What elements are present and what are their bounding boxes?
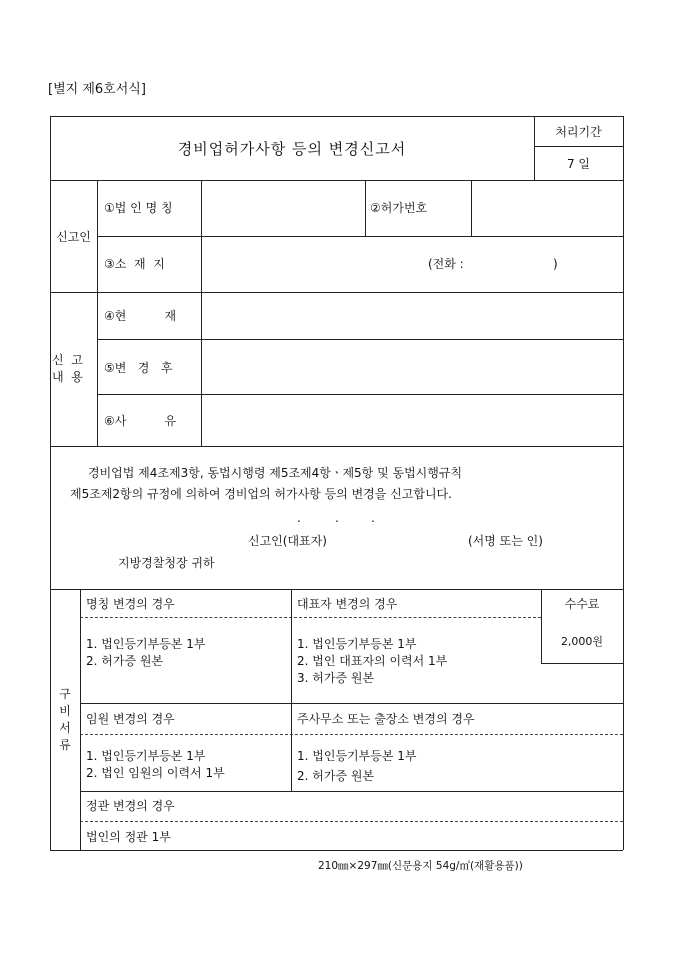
form-title: 경비업허가사항 등의 변경신고서	[177, 140, 407, 158]
fee-value: 2,000원	[560, 635, 604, 648]
processing-period-label: 처리기간	[555, 125, 602, 139]
rep-change-header: 대표자 변경의 경우	[297, 597, 398, 611]
name-change-header: 명칭 변경의 경우	[86, 597, 175, 611]
rule	[97, 180, 98, 446]
table-right-border	[623, 116, 624, 850]
reason-field[interactable]	[202, 395, 622, 445]
office-change-item: 2. 허가증 원본	[297, 769, 375, 783]
location-label: ③소 재 지	[104, 257, 165, 271]
rule	[50, 589, 623, 590]
officer-change-item: 2. 법인 임원의 이력서 1부	[86, 766, 225, 780]
rule	[80, 791, 623, 792]
statement-line-1: 경비업법 제4조제3항, 동법시행령 제5조제4항ㆍ제5항 및 동법시행규칙	[88, 466, 463, 480]
addressee: 지방경찰청장 귀하	[118, 556, 215, 570]
table-top-border	[50, 116, 623, 117]
articles-change-item: 법인의 정관 1부	[86, 830, 171, 844]
rule	[80, 589, 81, 850]
report-content-label-line2: 내 용	[52, 370, 83, 384]
report-content-label-line1: 신 고	[52, 353, 83, 367]
permit-number-field[interactable]	[472, 181, 622, 235]
rep-change-item: 3. 허가증 원본	[297, 671, 375, 685]
articles-change-header: 정관 변경의 경우	[86, 799, 175, 813]
date-dot-day: .	[371, 511, 375, 525]
after-change-label: ⑤변 경 후	[104, 361, 173, 375]
processing-period-value: 7 일	[566, 157, 591, 171]
office-change-item: 1. 법인등기부등본 1부	[297, 749, 417, 763]
dashed-rule	[80, 734, 623, 735]
documents-section-char: 비	[59, 704, 71, 718]
table-bottom-border	[50, 850, 623, 851]
rule	[291, 589, 292, 703]
date-dot-month: .	[335, 511, 339, 525]
reporter-section-label: 신고인	[56, 230, 91, 244]
documents-section-char: 구	[59, 687, 71, 701]
dashed-rule	[80, 821, 623, 822]
current-field[interactable]	[202, 293, 622, 338]
rule	[365, 180, 366, 236]
documents-section-char: 류	[59, 738, 71, 752]
form-number-label: [별지 제6호서식]	[48, 82, 146, 97]
signature-note: (서명 또는 인)	[468, 534, 543, 548]
current-label: ④현 재	[104, 309, 177, 323]
paper-spec-footer: 210㎜×297㎜(신문용지 54g/㎡(재활용품))	[318, 860, 523, 872]
processing-divider	[534, 146, 623, 147]
documents-section-char: 서	[59, 721, 71, 735]
rule	[291, 703, 292, 791]
corp-name-label: ①법 인 명 칭	[104, 201, 173, 215]
after-change-field[interactable]	[202, 340, 622, 393]
phone-label: (전화 :	[428, 257, 464, 271]
date-dot-year: .	[297, 511, 301, 525]
signer-label: 신고인(대표자)	[248, 534, 327, 548]
phone-close: )	[553, 257, 558, 271]
reason-label: ⑥사 유	[104, 414, 177, 428]
location-field[interactable]	[202, 237, 622, 291]
name-change-item: 1. 법인등기부등본 1부	[86, 637, 206, 651]
name-change-item: 2. 허가증 원본	[86, 654, 164, 668]
rep-change-item: 1. 법인등기부등본 1부	[297, 637, 417, 651]
fee-label: 수수료	[564, 597, 600, 611]
permit-number-label: ②허가번호	[370, 201, 428, 215]
rule	[80, 703, 623, 704]
dashed-rule	[80, 617, 541, 618]
rule	[50, 446, 623, 447]
office-change-header: 주사무소 또는 출장소 변경의 경우	[297, 712, 475, 726]
officer-change-item: 1. 법인등기부등본 1부	[86, 749, 206, 763]
statement-line-2: 제5조제2항의 규정에 의하여 경비업의 허가사항 등의 변경을 신고합니다.	[70, 487, 452, 501]
table-left-border	[50, 116, 51, 850]
rep-change-item: 2. 법인 대표자의 이력서 1부	[297, 654, 448, 668]
corp-name-field[interactable]	[202, 181, 364, 235]
fee-bottom-border	[541, 663, 623, 664]
officer-change-header: 임원 변경의 경우	[86, 712, 175, 726]
